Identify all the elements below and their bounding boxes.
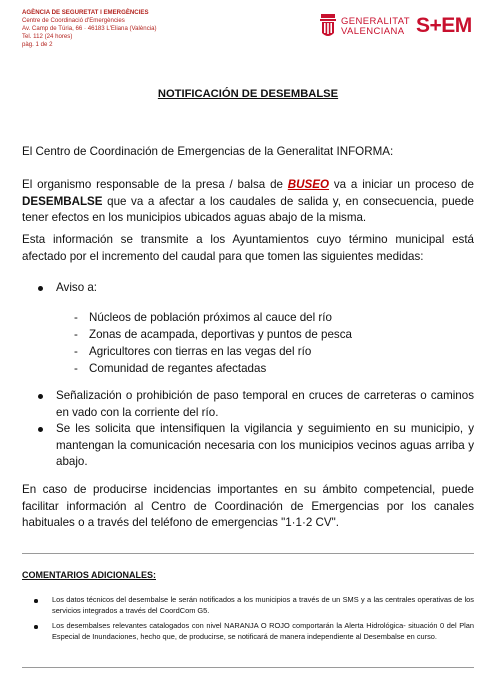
- p2-text-a: El organismo responsable de la presa / balsa de: [22, 178, 288, 191]
- coat-of-arms-icon: [319, 14, 337, 40]
- bullet-icon: [34, 625, 38, 629]
- agency-name: AGÈNCIA DE SEGURETAT I EMERGÈNCIES: [22, 9, 149, 16]
- agency-address: Av. Camp de Túria, 66 · 46183 L'Eliana (València): [22, 24, 157, 32]
- bullet-icon: [38, 394, 43, 399]
- aviso-item-text: Núcleos de población próximos al cauce del río: [89, 311, 332, 324]
- dash-icon: -: [74, 362, 78, 375]
- logo-line-1: GENERALITAT: [341, 16, 410, 27]
- p2-text-b: va a iniciar un proceso de: [329, 178, 474, 191]
- bullet-icon: [38, 427, 43, 432]
- intro-paragraph: El Centro de Coordinación de Emergencias de la Generalitat INFORMA:: [22, 145, 394, 158]
- comment-text: Los datos técnicos del desembalse le serán notificados a los municipios a través de un SMS y a las centrales operativas de los servicios integrados a través del CoordCom G5.: [52, 595, 474, 615]
- signal-text: Señalización o prohibición de paso temporal en cruces de carreteras o caminos en vado con la corriente del río.: [56, 389, 474, 419]
- dash-icon: -: [74, 328, 78, 341]
- center-name: Centre de Coordinació d'Emergències: [22, 16, 125, 24]
- agency-phone: Tel. 112 (24 hores): [22, 32, 73, 40]
- aviso-label: Aviso a:: [56, 281, 98, 294]
- dash-icon: -: [74, 345, 78, 358]
- measures-intro: Esta información se transmite a los Ayuntamientos cuyo término municipal está afectado por el incremento del caudal para que tomen las siguientes medidas:: [22, 233, 474, 263]
- aviso-item-text: Zonas de acampada, deportivas y puntos de pesca: [89, 328, 352, 341]
- bullet-icon: [38, 286, 43, 291]
- bullet-icon: [34, 599, 38, 603]
- page-title: NOTIFICACIÓN DE DESEMBALSE: [157, 88, 339, 100]
- desembalse-label: DESEMBALSE: [22, 194, 103, 208]
- generalitat-logo: [319, 14, 410, 40]
- logo-line-2: VALENCIANA: [341, 26, 405, 37]
- p2-text-c: que va a afectar a los caudales de salida y, en consecuencia, puede tener efectos en los municipios ubicados aguas abajo de la misma.: [22, 194, 474, 225]
- comment-text: Los desembalses relevantes catalogados con nivel NARANJA O ROJO comportarán la Alerta Hidrológica- situación 0 del Plan Especial de Inundaciones, hecho que, de producirse, se notificará de manera independiente al Desembalse en curso.: [52, 621, 474, 641]
- vigilance-text: Se les solicita que intensifiquen la vigilancia y seguimiento en su municipio, y mantengan la comunicación necesaria con los municipios vecinos aguas arriba y abajo.: [56, 422, 474, 469]
- sem-logo: S+EM: [416, 14, 472, 37]
- divider: [22, 553, 474, 554]
- dam-paragraph: [22, 177, 474, 227]
- dash-icon: -: [74, 311, 78, 324]
- aviso-item-text: Comunidad de regantes afectadas: [89, 362, 267, 375]
- incidents-paragraph: En caso de producirse incidencias importantes en su ámbito competencial, puede facilitar información al Centro de Coordinación de Emergencias por los canales habituales o a través del teléfono de emergencias "1·1·2 CV".: [22, 483, 474, 530]
- divider: [22, 667, 474, 668]
- aviso-item-text: Agricultores con tierras en las vegas del río: [89, 345, 312, 358]
- agency-header: [22, 9, 157, 49]
- comments-title: COMENTARIOS ADICIONALES:: [22, 570, 156, 580]
- page-number: pàg. 1 de 2: [22, 40, 53, 48]
- dam-name: BUSEO: [287, 178, 330, 191]
